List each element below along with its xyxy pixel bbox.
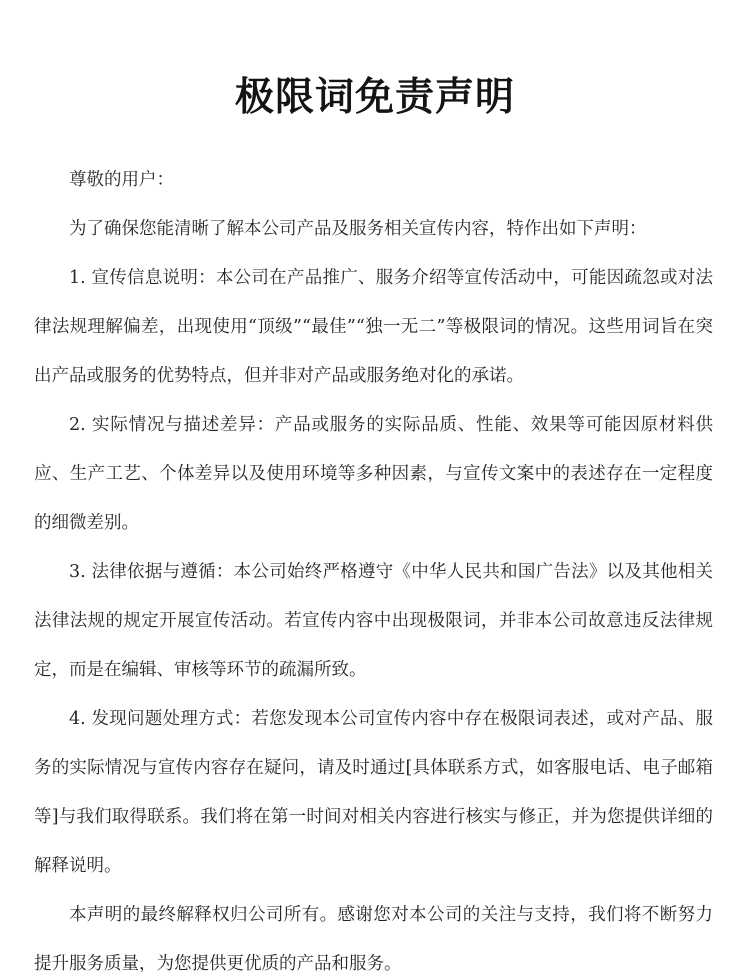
document-title: 极限词免责声明	[234, 74, 515, 120]
paragraph-item-3: 3. 法律依据与遵循：本公司始终严格遵守《中华人民共和国广告法》以及其他相关法律法规的规定开展宣传活动。若宣传内容中出现极限词，并非本公司故意违反法律规定，而是在编辑、审核等环节的疏漏所致。	[34, 562, 713, 680]
paragraph-item-1: 1. 宣传信息说明：本公司在产品推广、服务介绍等宣传活动中，可能因疏忽或对法律法规理解偏差，出现使用“顶级”“最佳”“独一无二”等极限词的情况。这些用词旨在突出产品或服务的优势特点，但并非对产品或服务绝对化的承诺。	[34, 268, 713, 386]
document-body	[34, 156, 713, 972]
paragraph-item-2: 2. 实际情况与描述差异：产品或服务的实际品质、性能、效果等可能因原材料供应、生产工艺、个体差异以及使用环境等多种因素，与宣传文案中的表述存在一定程度的细微差别。	[34, 415, 713, 533]
paragraph-closing: 本声明的最终解释权归公司所有。感谢您对本公司的关注与支持，我们将不断努力提升服务质量，为您提供更优质的产品和服务。	[34, 905, 713, 972]
paragraph-intro: 为了确保您能清晰了解本公司产品及服务相关宣传内容，特作出如下声明：	[69, 219, 647, 239]
paragraph-item-4: 4. 发现问题处理方式：若您发现本公司宣传内容中存在极限词表述，或对产品、服务的实际情况与宣传内容存在疑问，请及时通过[具体联系方式，如客服电话、电子邮箱等]与我们取得联系。我们将在第一时间对相关内容进行核实与修正，并为您提供详细的解释说明。	[34, 709, 713, 876]
paragraph-salutation: 尊敬的用户：	[69, 170, 174, 190]
